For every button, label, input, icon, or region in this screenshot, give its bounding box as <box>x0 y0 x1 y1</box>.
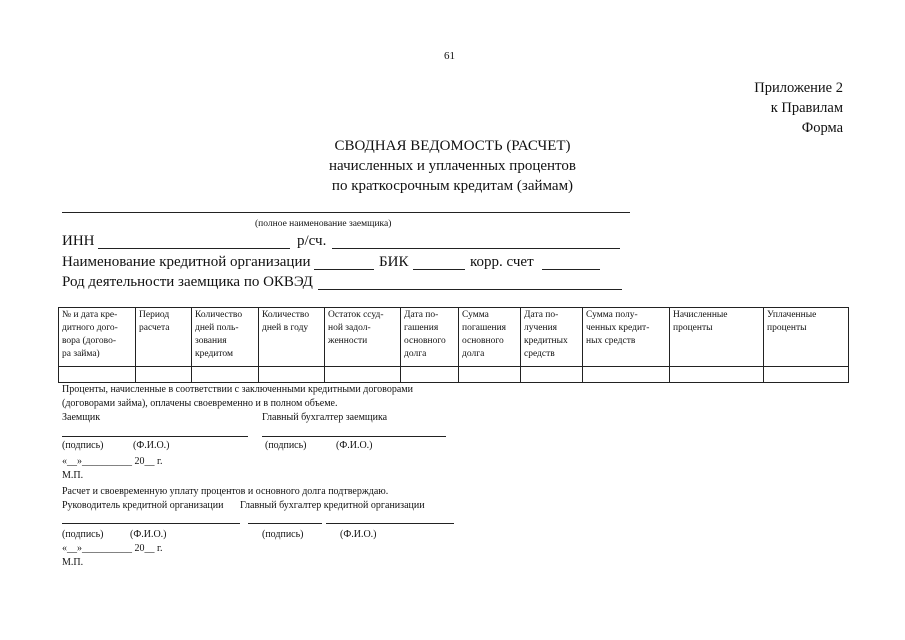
inn-field[interactable] <box>98 248 290 249</box>
inn-label: ИНН <box>62 233 95 249</box>
col-header-receive-sum: Сумма полу- ченных кредит- ных средств <box>583 308 670 367</box>
credit-org-label: Наименование кредитной организации <box>62 254 311 270</box>
table-cell[interactable] <box>136 367 192 383</box>
page-number: 61 <box>444 50 455 62</box>
table-row <box>59 367 849 383</box>
confirmation-text: Расчет и своевременную уплату процентов и основного долга подтверждаю. <box>62 486 389 497</box>
bank-accountant-signature-line-2[interactable] <box>326 523 454 524</box>
col-header-balance: Остаток ссуд- ной задол- женности <box>325 308 401 367</box>
table-cell[interactable] <box>401 367 459 383</box>
col-header-receive-date: Дата по- лучения кредитных средств <box>521 308 583 367</box>
borrower-stamp: М.П. <box>62 470 84 481</box>
borrower-chief-accountant-label: Главный бухгалтер заемщика <box>262 412 388 423</box>
title-line-2: начисленных и уплаченных процентов <box>329 158 576 174</box>
col-header-period: Период расчета <box>136 308 192 367</box>
bank-accountant-fio-caption: (Ф.И.О.) <box>340 529 377 540</box>
table-cell[interactable] <box>59 367 136 383</box>
bik-field[interactable] <box>413 269 465 270</box>
borrower-accountant-fio-caption: (Ф.И.О.) <box>336 440 373 451</box>
table-cell[interactable] <box>259 367 325 383</box>
col-header-repay-sum: Сумма погашения основного долга <box>459 308 521 367</box>
title-line-1: СВОДНАЯ ВЕДОМОСТЬ (РАСЧЕТ) <box>334 138 571 154</box>
table-cell[interactable] <box>459 367 521 383</box>
bik-label: БИК <box>379 254 409 270</box>
activity-label: Род деятельности заемщика по ОКВЭД <box>62 274 313 290</box>
col-header-days-used: Количество дней поль- зования кредитом <box>192 308 259 367</box>
col-header-days-year: Количество дней в году <box>259 308 325 367</box>
table-cell[interactable] <box>670 367 764 383</box>
bank-accountant-signature-caption: (подпись) <box>262 529 304 540</box>
table-cell[interactable] <box>764 367 849 383</box>
col-header-contract: № и дата кре- дитного дого- вора (догово- ра займа) <box>59 308 136 367</box>
col-header-paid: Уплаченные проценты <box>764 308 849 367</box>
table-cell[interactable] <box>521 367 583 383</box>
borrower-name-line <box>62 212 630 213</box>
table-header-row <box>59 308 849 367</box>
bank-stamp: М.П. <box>62 557 84 568</box>
bank-head-label: Руководитель кредитной организации <box>62 500 224 511</box>
bank-head-signature-caption: (подпись) <box>62 529 104 540</box>
corr-account-field[interactable] <box>542 269 600 270</box>
credit-org-field[interactable] <box>314 269 374 270</box>
bank-accountant-signature-line-1[interactable] <box>248 523 322 524</box>
table-cell[interactable] <box>583 367 670 383</box>
appendix-block <box>754 78 843 138</box>
borrower-signature-caption: (подпись) <box>62 440 104 451</box>
statement-line-2: (договорами займа), оплачены своевременно и в полном объеме. <box>62 398 338 409</box>
statement-line-1: Проценты, начисленные в соответствии с заключенными кредитными договорами <box>62 384 413 395</box>
appendix-line-3: Форма <box>801 120 843 136</box>
table-cell[interactable] <box>325 367 401 383</box>
document-title <box>0 136 905 196</box>
bank-head-fio-caption: (Ф.И.О.) <box>130 529 167 540</box>
borrower-name-caption: (полное наименование заемщика) <box>255 219 392 229</box>
interest-table <box>58 307 849 383</box>
borrower-label: Заемщик <box>62 412 101 423</box>
account-field[interactable] <box>332 248 620 249</box>
col-header-accrued: Начисленные проценты <box>670 308 764 367</box>
activity-field[interactable] <box>318 289 622 290</box>
borrower-accountant-signature-caption: (подпись) <box>265 440 307 451</box>
bank-head-signature-line[interactable] <box>62 523 240 524</box>
borrower-fio-caption: (Ф.И.О.) <box>133 440 170 451</box>
table-cell[interactable] <box>192 367 259 383</box>
appendix-line-1: Приложение 2 <box>754 80 843 96</box>
appendix-line-2: к Правилам <box>770 100 843 116</box>
account-label: р/сч. <box>297 233 327 249</box>
title-line-3: по краткосрочным кредитам (займам) <box>331 178 574 194</box>
bank-chief-accountant-label: Главный бухгалтер кредитной организации <box>240 500 425 511</box>
borrower-accountant-signature-line[interactable] <box>262 436 446 437</box>
bank-date-line[interactable]: «__»__________ 20__ г. <box>62 543 163 554</box>
borrower-date-line[interactable]: «__»__________ 20__ г. <box>62 456 163 467</box>
borrower-signature-line[interactable] <box>62 436 248 437</box>
corr-account-label: корр. счет <box>470 254 534 270</box>
col-header-repay-date: Дата по- гашения основного долга <box>401 308 459 367</box>
